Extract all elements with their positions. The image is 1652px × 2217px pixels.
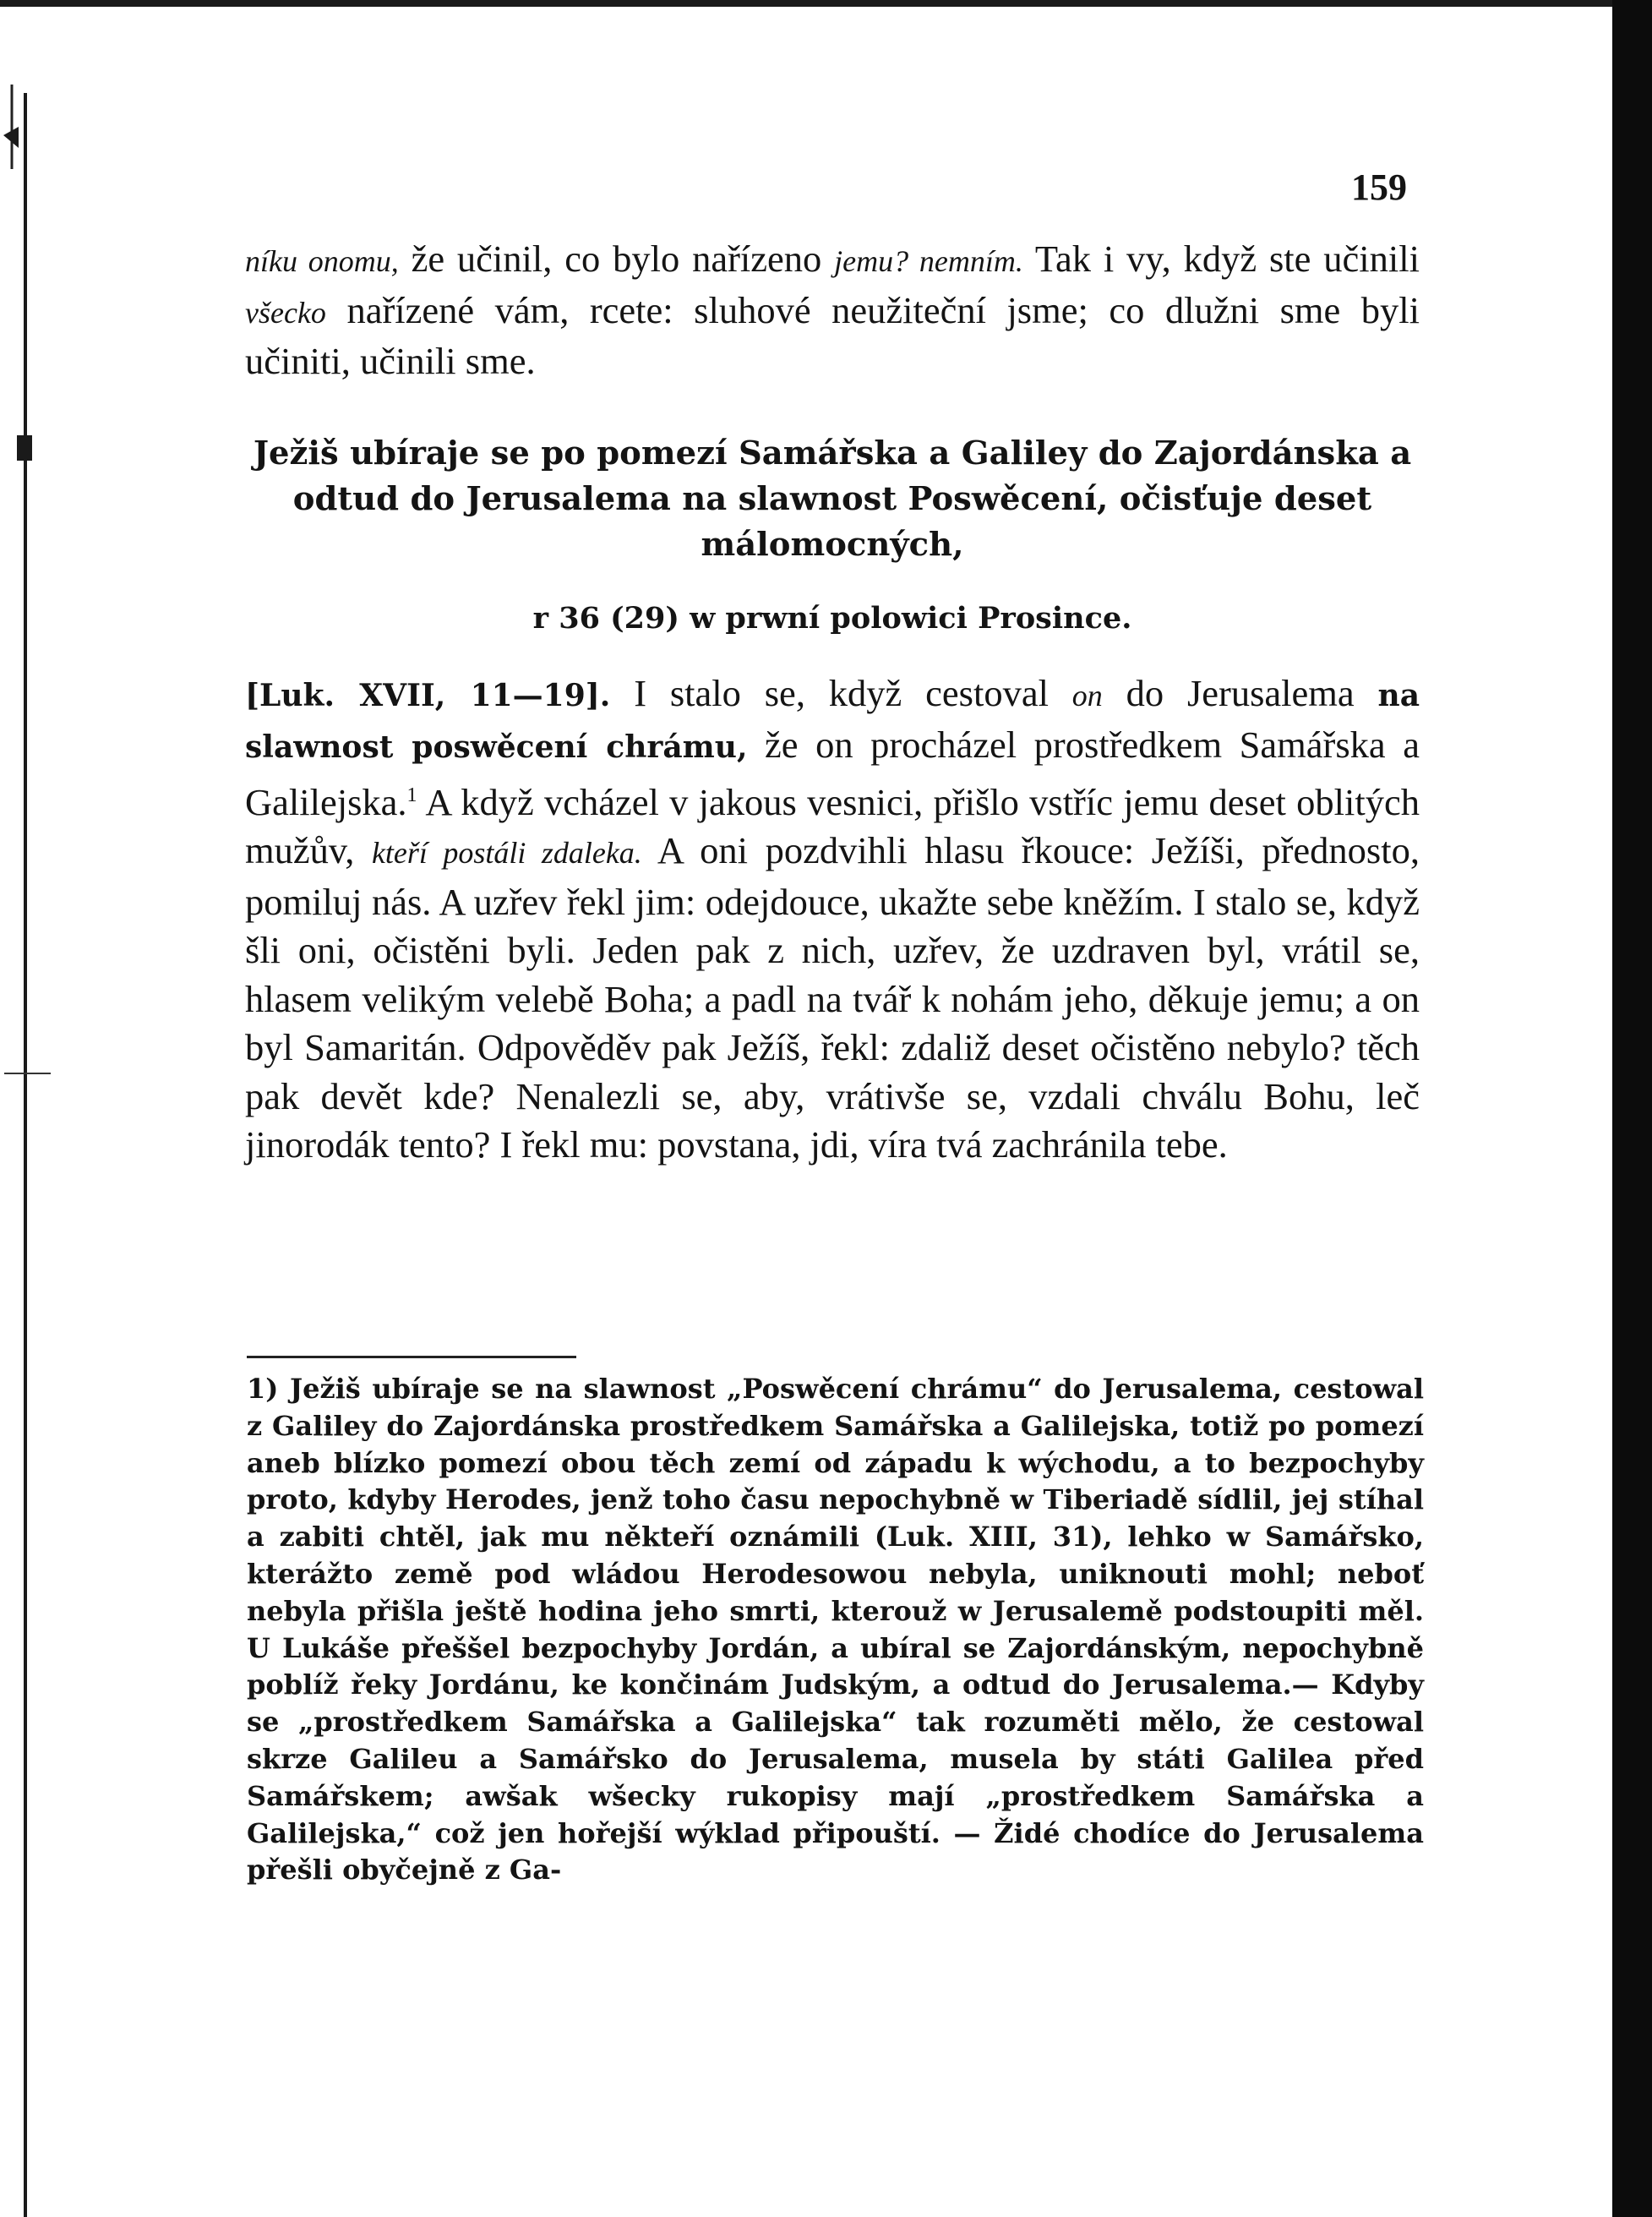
scripture-reference: [Luk. XVII, 11—19]. [245, 678, 611, 713]
section-heading: Ježiš ubíraje se po pomezí Samářska a Galiley do Zajordánska a odtud do Jerusalema na slawnost Poswěcení, očisťuje deset málomocných, [253, 434, 1412, 564]
paragraph-gospel-continuation: níku onomu, že učinil, co bylo nařízeno jemu? nemním. Tak i vy, když ste učinili všecko nařízené vám, rcete: sluhové neužiteční jsme; co dlužni sme byli učiniti, učinili sme. [245, 238, 1420, 382]
footnote-rule [247, 1356, 576, 1358]
footnote-1: 1) Ježiš ubíraje se na slawnost „Poswěcení chrámu“ do Jerusalema, cestowal z Galiley do Zajordánska prostředkem Samářska a Galilejska, totiž po pomezí aneb blízko pomezí obou těch zemí od západu k wýchodu, a to bezpochyby proto, kdyby Herodes, jenž toho času nepochybně w Tiberiadě sídlil, jej stíhal a zabiti chtěl, jak mu někteří oznámili (Luk. XIII, 31), lehko w Samářsko, kterážto země pod wládou Herodesowou nebyla, uniknouti mohl; neboť nebyla přišla ještě hodina jeho smrti, kterouž w Jerusalemě podstoupiti měl. U Lukáše přeššel bezpochyby Jordán, a ubíral se Zajordánským, nepochybně poblíž řeky Jordánu, ke končinám Judským, a odtud do Jerusalema.— Kdyby se „prostředkem Samářska a Galilejska“ tak rozuměti mělo, že cestowal skrze Galileu a Samářsko do Jerusalema, musela by státi Galilea před Samářskem; awšak wšecky rukopisy mají „prostředkem Samářska a Galilejska,“ což jen hořejší wýklad připouští. — Židé chodíce do Jerusalema přešli obyčejně z Ga- [247, 1373, 1424, 1887]
italic-insert: on [1071, 679, 1103, 713]
paragraph-luke-17: [Luk. XVII, 11—19]. I stalo se, když cestoval on do Jerusalema na slawnost poswěcení chrámu, že on procházel prostředkem Samářska a Galilejska.$^1$ A když vcházel v jakous vesnici, přišlo vstříc jemu deset oblitých mužův, kteří postáli zdaleka. A oni pozdvihli hlasu řkouce: Ježíši, přednosto, pomiluj nás. A uzřev řekl jim: odejdouce, ukažte sebe kněžím. I stalo se, když šli oni, očistěni byli. Jeden pak z nich, uzřev, že uzdraven byl, vrátil se, hlasem velikým velebě Boha; a padl na tvář k nohám jeho, děkuje jemu; a on byl Samaritán. Odpověděv pak Ježíš, řekl: zdaliž deset očistěno nebylo? těch pak devět kde? Nenalezli se, aby, vrátivše se, vzdali chválu Bohu, leč jinorodák tento? I řekl mu: povstana, jdi, víra tvá zachránila tebe. [245, 672, 1420, 1166]
italic-lead: níku onomu, [245, 244, 399, 278]
fraktur-insert: na slawnost poswěcení chrámu, [245, 678, 1420, 765]
page-number: 159 [1351, 167, 1407, 208]
scan-top-edge [0, 0, 1652, 7]
footnote-marker: 1 [406, 784, 417, 806]
italic-insert: všecko [245, 295, 326, 330]
italic-insert: kteří postáli zdaleka. [371, 836, 642, 871]
binding-edge [0, 0, 51, 2217]
section-date-line: r 36 (29) w prwní polowici Prosince. [532, 601, 1132, 636]
italic-insert: jemu? nemním. [834, 244, 1023, 278]
scan-right-edge [1612, 0, 1652, 2217]
